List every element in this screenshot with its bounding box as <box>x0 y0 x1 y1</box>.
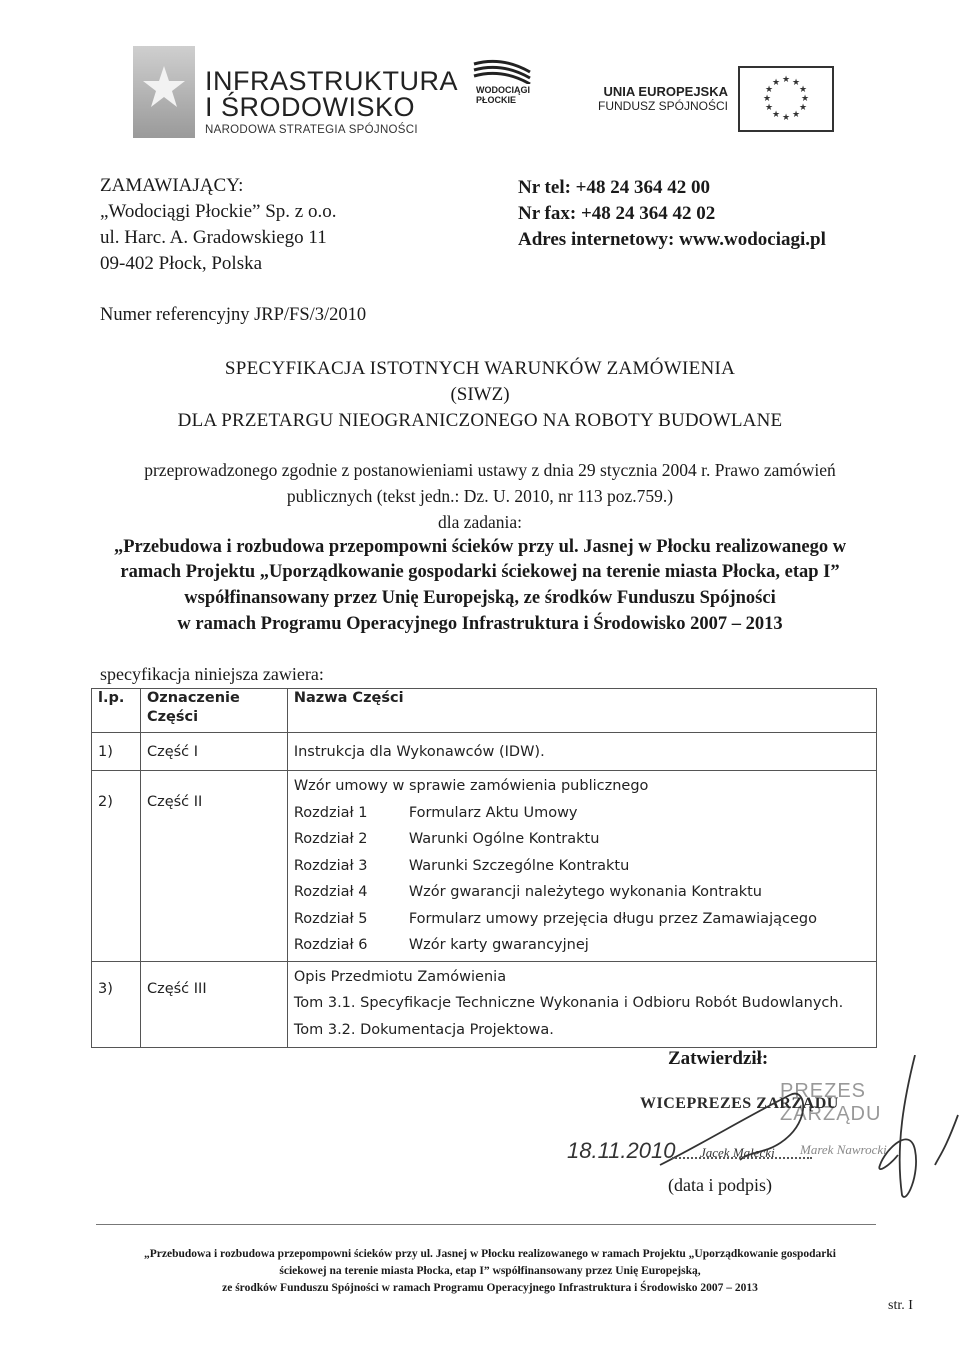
row-lp: 3) <box>98 980 113 997</box>
signer-name-2: Marek Nawrocki <box>800 1142 887 1157</box>
footer-line3: ze środków Funduszu Spójności w ramach Programu Operacyjnego Infrastruktura i Środowisko 2007 – 2013 <box>222 1282 758 1294</box>
contact-www: Adres internetowy: www.wodociagi.pl <box>518 229 826 250</box>
table-row <box>92 733 877 771</box>
footer-line2: ściekowej na terenie miasta Płocka, etap I” współfinansowany przez Unię Europejską, <box>279 1265 701 1277</box>
row-part: Część III <box>146 980 207 997</box>
svg-text:★: ★ <box>781 113 791 123</box>
svg-text:★: ★ <box>798 103 808 113</box>
row-line: Tom 3.1. Specyfikacje Techniczne Wykonania i Odbioru Robót Budowlanych. <box>293 995 844 1011</box>
list-item: Rozdział 4 Wzór gwarancji należytego wykonania Kontraktu <box>293 884 762 900</box>
header-lp: l.p. <box>92 689 141 733</box>
task-line1: „Przebudowa i rozbudowa przepompowni ścieków przy ul. Jasnej w Płocku realizowanego w <box>113 537 847 557</box>
vice-president-stamp: WICEPREZES ZARZĄDU <box>640 1095 839 1112</box>
list-item: Rozdział 5 Formularz umowy przejęcia długu przez Zamawiającego <box>293 910 817 927</box>
logo-text-line3: NARODOWA STRATEGIA SPÓJNOŚCI <box>205 124 418 136</box>
client-label: ZAMAWIAJĄCY: <box>100 175 244 196</box>
task-line3: współfinansowany przez Unię Europejską, ze środków Funduszu Spójności <box>184 588 776 608</box>
svg-text:★: ★ <box>781 75 791 85</box>
intro-line1: przeprowadzonego zgodnie z postanowieniami ustawy z dnia 29 stycznia 2004 r. Prawo zamówień <box>144 460 836 480</box>
eu-text-line2: FUNDUSZ SPÓJNOŚCI <box>597 99 728 113</box>
header-designation: Oznaczenie Części <box>140 689 287 733</box>
reference-number: Numer referencyjny JRP/FS/3/2010 <box>100 305 367 325</box>
document-subtitle: DLA PRZETARGU NIEOGRANICZONEGO NA ROBOTY BUDOWLANE <box>177 410 783 431</box>
list-item: Rozdział 3 Warunki Szczególne Kontraktu <box>293 857 630 874</box>
wodociagi-text-line1: WODOCIĄGI <box>476 85 530 95</box>
svg-text:★: ★ <box>771 78 781 88</box>
table-row <box>92 771 877 962</box>
president-stamp: PREZES ZARZĄDU <box>780 1080 882 1125</box>
row-line: Tom 3.2. Dokumentacja Projektowa. <box>293 1021 554 1038</box>
svg-text:★: ★ <box>791 110 801 120</box>
task-line4: w ramach Programu Operacyjnego Infrastruktura i Środowisko 2007 – 2013 <box>177 614 783 634</box>
wodociagi-logo <box>470 58 550 124</box>
svg-text:★: ★ <box>771 110 781 120</box>
footer-line1: „Przebudowa i rozbudowa przepompowni ścieków przy ul. Jasnej w Płocku realizowanego w ramach Projektu „Uporządkowanie gospodarki <box>144 1248 836 1260</box>
row-line: Wzór umowy w sprawie zamówienia publicznego <box>293 778 649 794</box>
svg-text:★: ★ <box>764 103 774 113</box>
contact-fax: Nr fax: +48 24 364 42 02 <box>518 203 716 224</box>
svg-text:★: ★ <box>762 94 772 104</box>
row-lp: 1) <box>98 744 113 760</box>
row-line: Opis Przedmiotu Zamówienia <box>293 968 507 985</box>
client-city: 09-402 Płock, Polska <box>100 253 263 274</box>
eu-text-line1: UNIA EUROPEJSKA <box>603 84 728 99</box>
intro-line2: publicznych (tekst jedn.: Dz. U. 2010, nr 113 poz.759.) <box>286 486 674 506</box>
signature-dotted-line <box>672 1157 812 1159</box>
logo-text-line2: I ŚRODOWISKO <box>205 92 416 122</box>
svg-text:★: ★ <box>798 85 808 95</box>
date-signature-caption: (data i podpis) <box>668 1175 772 1195</box>
wodociagi-text-line2: PŁOCKIE <box>476 95 517 105</box>
row-lp: 2) <box>98 794 113 810</box>
intro-line3: dla zadania: <box>437 512 523 532</box>
spec-intro: specyfikacja niniejsza zawiera: <box>100 664 324 684</box>
footer-divider <box>96 1224 876 1225</box>
table-header-row <box>92 689 877 733</box>
list-item: Rozdział 6 Wzór karty gwarancyjnej <box>293 937 589 953</box>
infrastruktura-logo <box>133 46 459 138</box>
document-title: SPECYFIKACJA ISTOTNYCH WARUNKÓW ZAMÓWIENIA <box>224 358 736 379</box>
contact-tel: Nr tel: +48 24 364 42 00 <box>518 177 711 198</box>
handwritten-date: 18.11.2010 <box>567 1138 676 1163</box>
eu-flag-icon <box>738 66 834 132</box>
header-name: Nazwa Części <box>287 689 876 733</box>
row-part: Część II <box>146 794 203 810</box>
signer-name-1: Jacek Małecki <box>700 1145 775 1160</box>
row-part: Część I <box>146 744 199 760</box>
page-number: str. I <box>888 1298 913 1313</box>
list-item: Rozdział 2 Warunki Ogólne Kontraktu <box>293 831 600 847</box>
table-row <box>92 961 877 1047</box>
parts-table <box>91 688 877 1048</box>
star-icon <box>133 46 195 138</box>
waves-icon <box>472 58 532 84</box>
approved-label: Zatwierdził: <box>668 1048 769 1069</box>
list-item: Rozdział 1 Formularz Aktu Umowy <box>293 804 578 821</box>
logo-text-line1: INFRASTRUKTURA <box>205 66 459 96</box>
task-line2: ramach Projektu „Uporządkowanie gospodarki ściekowej na terenie miasta Płocka, etap I” <box>120 562 840 582</box>
svg-text:★: ★ <box>764 85 774 95</box>
eu-logo <box>598 66 838 132</box>
client-street: ul. Harc. A. Gradowskiego 11 <box>100 227 327 248</box>
client-name: „Wodociągi Płockie” Sp. z o.o. <box>100 201 337 222</box>
row-line: Instrukcja dla Wykonawców (IDW). <box>293 744 545 760</box>
svg-text:★: ★ <box>791 78 801 88</box>
document-title-abbr: (SIWZ) <box>450 384 510 405</box>
svg-text:★: ★ <box>800 94 810 104</box>
